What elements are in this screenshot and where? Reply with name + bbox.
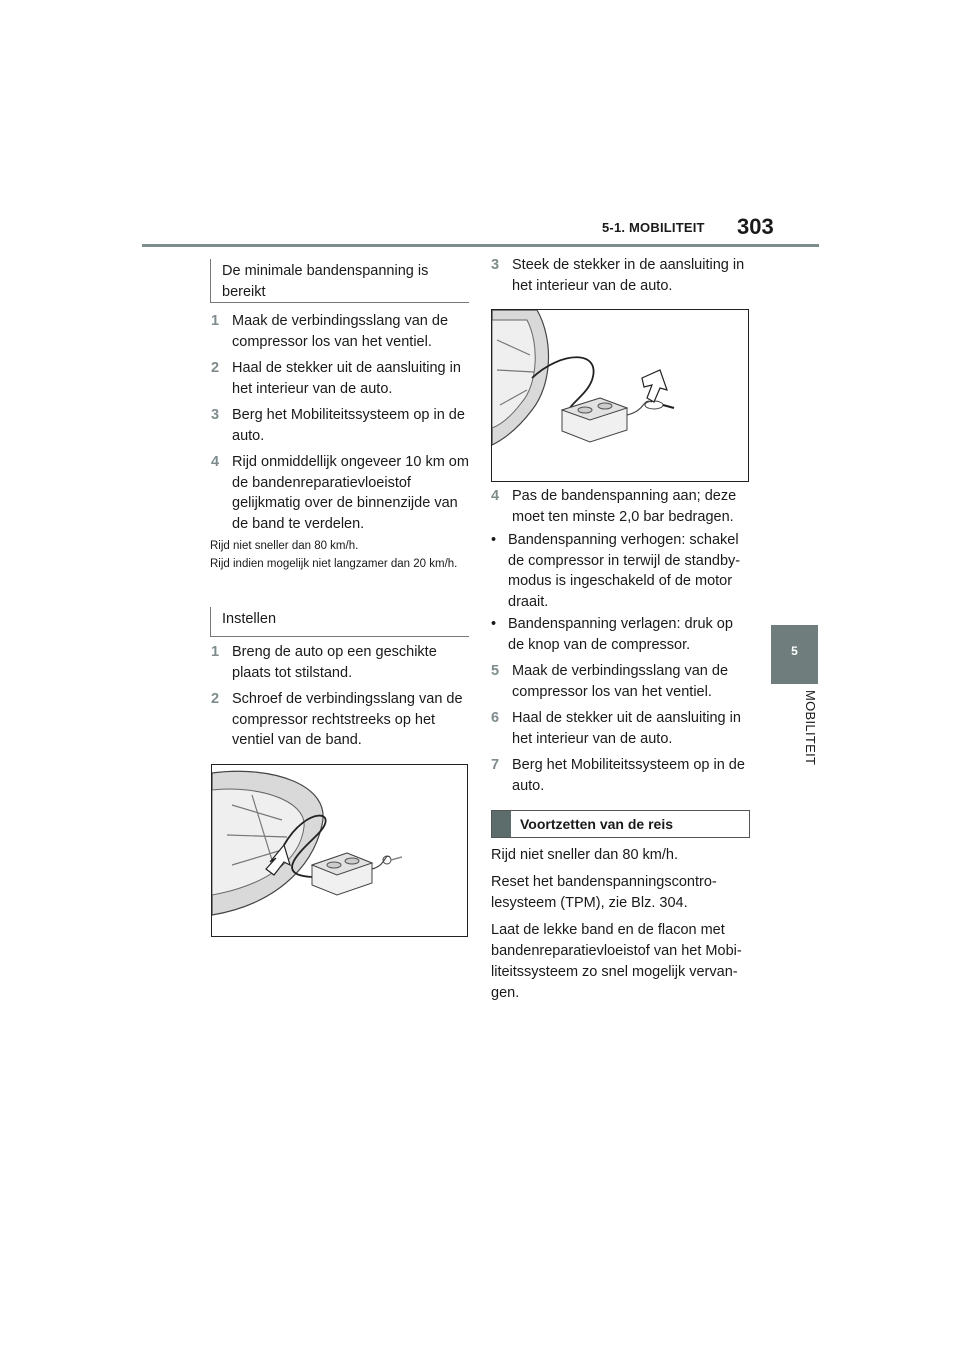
step-item [211, 311, 469, 352]
step-number: 5 [491, 663, 500, 679]
step-text: Haal de stekker uit de aansluiting in het interieur van de auto. [512, 710, 741, 747]
step-text: Haal de stekker uit de aansluiting in het interieur van de auto. [232, 360, 461, 397]
illustration-plug-connection [491, 309, 749, 482]
section-heading-min-pressure: De minimale bandenspanning is bereikt [210, 259, 469, 303]
step-item [491, 755, 751, 796]
step-text: Breng de auto op een geschikte plaats tot stilstand. [232, 644, 437, 681]
compressor-wheel-illustration [212, 765, 467, 936]
chapter-title: 5-1. MOBILITEIT [602, 220, 705, 235]
step-item [491, 486, 751, 527]
step-item [211, 358, 469, 399]
page-number: 303 [737, 214, 774, 239]
step-number: 6 [491, 710, 500, 726]
step-item [211, 642, 469, 683]
compressor-plug-illustration [492, 310, 748, 481]
bullet-item [491, 614, 751, 655]
bullet-icon: • [491, 532, 497, 548]
step-item [491, 661, 751, 702]
step-number: 2 [211, 360, 220, 376]
header-rule [142, 244, 819, 247]
step-text: Rijd onmiddellijk ongeveer 10 km om de bandenreparatievloeistof gelijkmatig over de binnenzijde van de band te verdelen. [232, 454, 469, 532]
speed-note-min: Rijd indien mogelijk niet langzamer dan 20 km/h. [210, 558, 458, 570]
section-title-text: Voortzetten van de reis [520, 816, 674, 832]
right-steps-and-bullets [491, 486, 751, 796]
step-number: 3 [211, 407, 220, 423]
chapter-tab-label: MOBILITEIT [803, 690, 818, 766]
bullet-text: Bandenspanning verlagen: druk op de knop van de compressor. [508, 616, 733, 653]
step-number: 1 [211, 313, 220, 329]
step-text: Pas de bandenspanning aan; deze moet ten minste 2,0 bar bedragen. [512, 488, 737, 525]
step-number: 7 [491, 757, 500, 773]
step-number: 1 [211, 644, 220, 660]
chapter-tab: 5 [771, 625, 818, 684]
section-title-continue-journey [491, 810, 750, 838]
step-item [491, 255, 751, 296]
paragraph: Laat de lekke band en de flacon met bandenreparatievloeistof van het Mobi-liteitssysteem zo snel mogelijk vervan-gen. [491, 922, 742, 1001]
step-item [211, 689, 469, 751]
step-text: Steek de stekker in de aansluiting in het interieur van de auto. [512, 257, 745, 294]
speed-note-max: Rijd niet sneller dan 80 km/h. [210, 540, 359, 552]
step-text: Maak de verbindingsslang van de compressor los van het ventiel. [232, 313, 449, 350]
paragraph: Rijd niet sneller dan 80 km/h. [491, 847, 678, 863]
step-item [211, 452, 469, 534]
step-item [491, 708, 751, 749]
bullet-item [491, 530, 751, 612]
step-text: Berg het Mobiliteitssysteem op in de auto. [512, 757, 745, 794]
step-3-block [491, 255, 751, 296]
arrow-icon [642, 370, 667, 402]
illustration-hose-on-valve [211, 764, 468, 937]
step-text: Maak de verbindingsslang van de compressor los van het ventiel. [512, 663, 729, 700]
step-number: 3 [491, 257, 500, 273]
step-number: 4 [491, 488, 500, 504]
continue-journey-text [491, 845, 753, 1004]
step-number: 2 [211, 691, 220, 707]
step-text: Schroef de verbindingsslang van de compressor rechtstreeks op het ventiel van de band. [232, 691, 463, 748]
step-text: Berg het Mobiliteitssysteem op in de auto. [232, 407, 465, 444]
bullet-icon: • [491, 616, 497, 632]
section-heading-instellen: Instellen [210, 607, 469, 637]
bullet-text: Bandenspanning verhogen: schakel de compressor in terwijl de standby-modus is ingeschakeld of de motor draait. [508, 532, 741, 610]
step-item [211, 405, 469, 446]
step-number: 4 [211, 454, 220, 470]
step-list-2 [211, 642, 469, 751]
compressor-box [312, 853, 372, 895]
section-marker [492, 811, 511, 837]
step-list-1 [211, 311, 469, 534]
paragraph: Reset het bandenspanningscontro-lesysteem (TPM), zie Blz. 304. [491, 874, 717, 911]
